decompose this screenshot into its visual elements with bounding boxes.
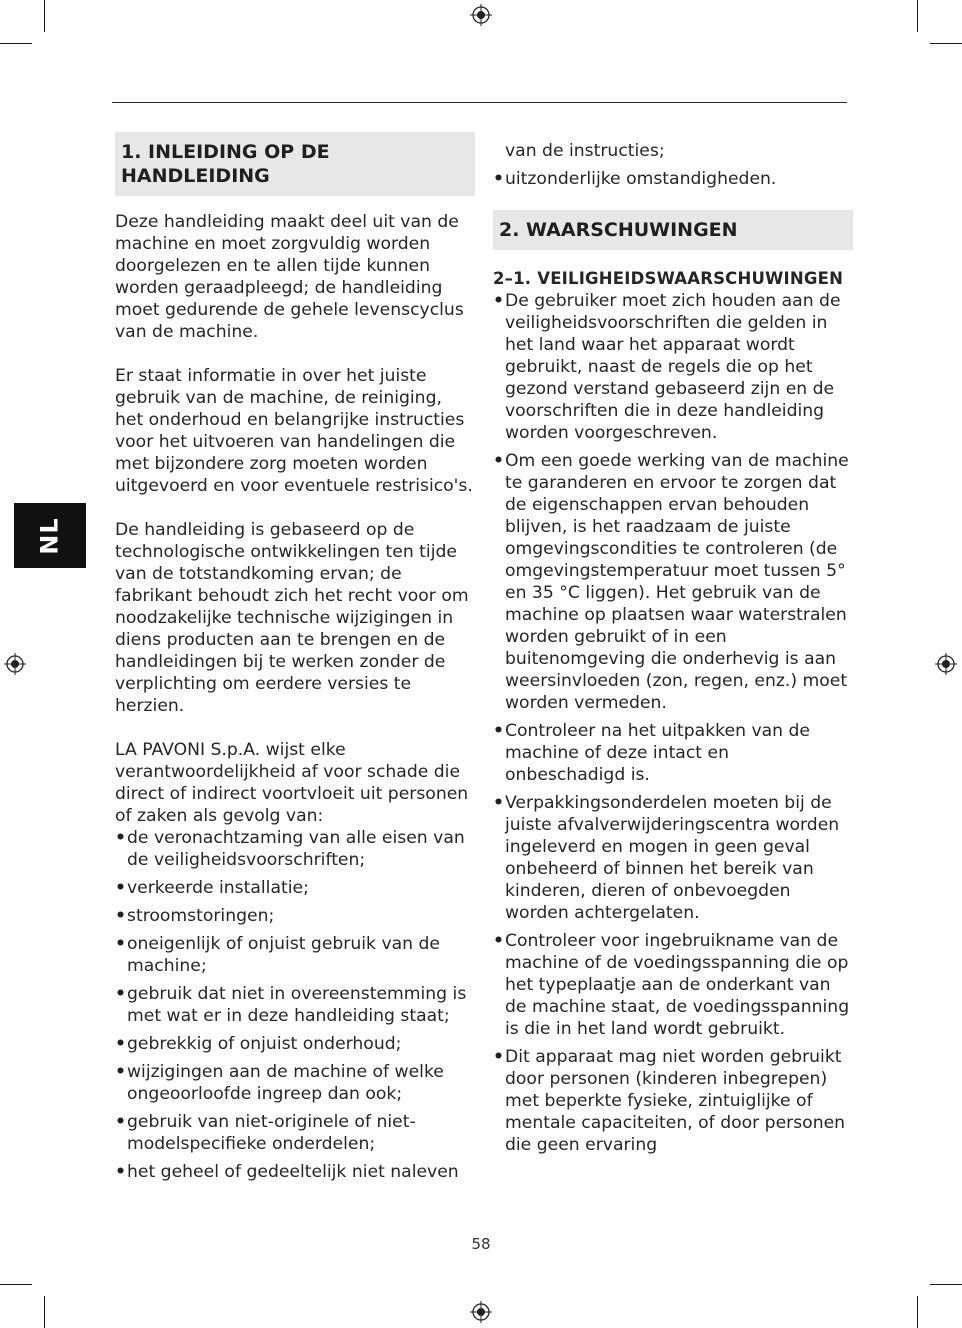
crop-mark bbox=[930, 1284, 962, 1285]
list-item: • Controleer voor ingebruikname van de machine of de voedingsspanning die op het typeplaatje aan de onderkant van de machine staat, de voedingsspanning is die in het land wordt gebruikt. bbox=[493, 930, 853, 1040]
registration-mark-icon bbox=[4, 653, 26, 675]
section-2-heading: 2. WAARSCHUWINGEN bbox=[493, 210, 853, 250]
liability-list-continued bbox=[493, 168, 853, 190]
crop-mark bbox=[917, 1296, 918, 1328]
liability-paragraph: LA PAVONI S.p.A. wijst elke verantwoordelijkheid af voor schade die direct of indirect voortvloeit uit personen of zaken als gevolg van: bbox=[115, 740, 469, 826]
list-item: • Dit apparaat mag niet worden gebruikt door personen (kinderen inbegrepen) met beperkte fysieke, zintuiglijke of mentale capaciteiten, of door personen die geen ervaring bbox=[493, 1046, 853, 1156]
list-item: • Om een goede werking van de machine te garanderen en ervoor te zorgen dat de eigenschappen ervan behouden blijven, is het raadzaam de juiste omgevingscondities te controleren (de omgevingstemperatuur moet tussen 5° en 35 °C liggen). Het gebruik van de machine op plaatsen waar waterstralen worden gebruikt of in een buitenomgeving die onderhevig is aan weersinvloeden (zon, regen, enz.) moet worden vermeden. bbox=[493, 450, 853, 714]
list-item: • gebruik van niet-originele of niet-modelspecifieke onderdelen; bbox=[115, 1111, 475, 1155]
crop-mark bbox=[44, 1296, 45, 1328]
crop-mark bbox=[930, 43, 962, 44]
list-item: • gebrekkig of onjuist onderhoud; bbox=[115, 1033, 475, 1055]
list-item: • Verpakkingsonderdelen moeten bij de juiste afvalverwijderingscentra worden ingeleverd en mogen in geen geval onbeheerd of binnen het bereik van kinderen, dieren of onbevoegden worden achtergelaten. bbox=[493, 792, 853, 924]
list-item: • uitzonderlijke omstandigheden. bbox=[493, 168, 853, 190]
liability-list bbox=[115, 827, 475, 1183]
safety-warnings-list bbox=[493, 290, 853, 1156]
intro-paragraph: Deze handleiding maakt deel uit van de machine en moet zorgvuldig worden doorgelezen en te allen tijde kunnen worden geraadpleegd; de handleiding moet gedurende de gehele levenscyclus van de machine. bbox=[115, 212, 464, 342]
info-paragraph: Er staat informatie in over het juiste gebruik van de machine, de reiniging, het onderhoud en belangrijke instructies voor het uitvoeren van handelingen die met bijzondere zorg moeten worden uitgevoerd en voor eventuele restrisico's. bbox=[115, 366, 473, 496]
subsection-heading: 2–1. VEILIGHEIDSWAARSCHUWINGEN bbox=[493, 269, 844, 288]
list-item: • het geheel of gedeeltelijk niet naleven bbox=[115, 1161, 475, 1183]
language-tab bbox=[14, 503, 86, 568]
list-item: • gebruik dat niet in overeenstemming is met wat er in deze handleiding staat; bbox=[115, 983, 475, 1027]
registration-mark-icon bbox=[470, 4, 492, 26]
section-1-heading: 1. INLEIDING OP DE HANDLEIDING bbox=[115, 132, 475, 196]
header-rule bbox=[112, 102, 847, 103]
page-number: 58 bbox=[471, 1235, 491, 1253]
list-item: • wijzigingen aan de machine of welke ongeoorloofde ingreep dan ook; bbox=[115, 1061, 475, 1105]
list-item: • De gebruiker moet zich houden aan de veiligheidsvoorschriften die gelden in het land waar het apparaat wordt gebruikt, naast de regels die op het gezond verstand gebaseerd zijn en de voorschriften die in deze handleiding worden voorgeschreven. bbox=[493, 290, 853, 444]
crop-mark bbox=[0, 43, 32, 44]
list-item: • stroomstoringen; bbox=[115, 905, 475, 927]
list-item: • de veronachtzaming van alle eisen van de veiligheidsvoorschriften; bbox=[115, 827, 475, 871]
language-tab-label: NL bbox=[35, 516, 64, 555]
registration-mark-icon bbox=[470, 1301, 492, 1323]
technology-paragraph: De handleiding is gebaseerd op de technologische ontwikkelingen ten tijde van de totstandkoming ervan; de fabrikant behoudt zich het recht voor om noodzakelijke technische wijzigingen in diens producten aan te brengen en de handleidingen bij te werken zonder de verplichting om eerdere versies te herzien. bbox=[115, 520, 469, 716]
crop-mark bbox=[0, 1284, 32, 1285]
list-item: • Controleer na het uitpakken van de machine of deze intact en onbeschadigd is. bbox=[493, 720, 853, 786]
left-column bbox=[115, 132, 475, 1189]
registration-mark-icon bbox=[935, 653, 957, 675]
list-item: • verkeerde installatie; bbox=[115, 877, 475, 899]
crop-mark bbox=[44, 0, 45, 32]
list-item: • oneigenlijk of onjuist gebruik van de machine; bbox=[115, 933, 475, 977]
crop-mark bbox=[917, 0, 918, 32]
list-item-continuation: van de instructies; bbox=[505, 141, 665, 161]
right-column bbox=[493, 140, 853, 1162]
